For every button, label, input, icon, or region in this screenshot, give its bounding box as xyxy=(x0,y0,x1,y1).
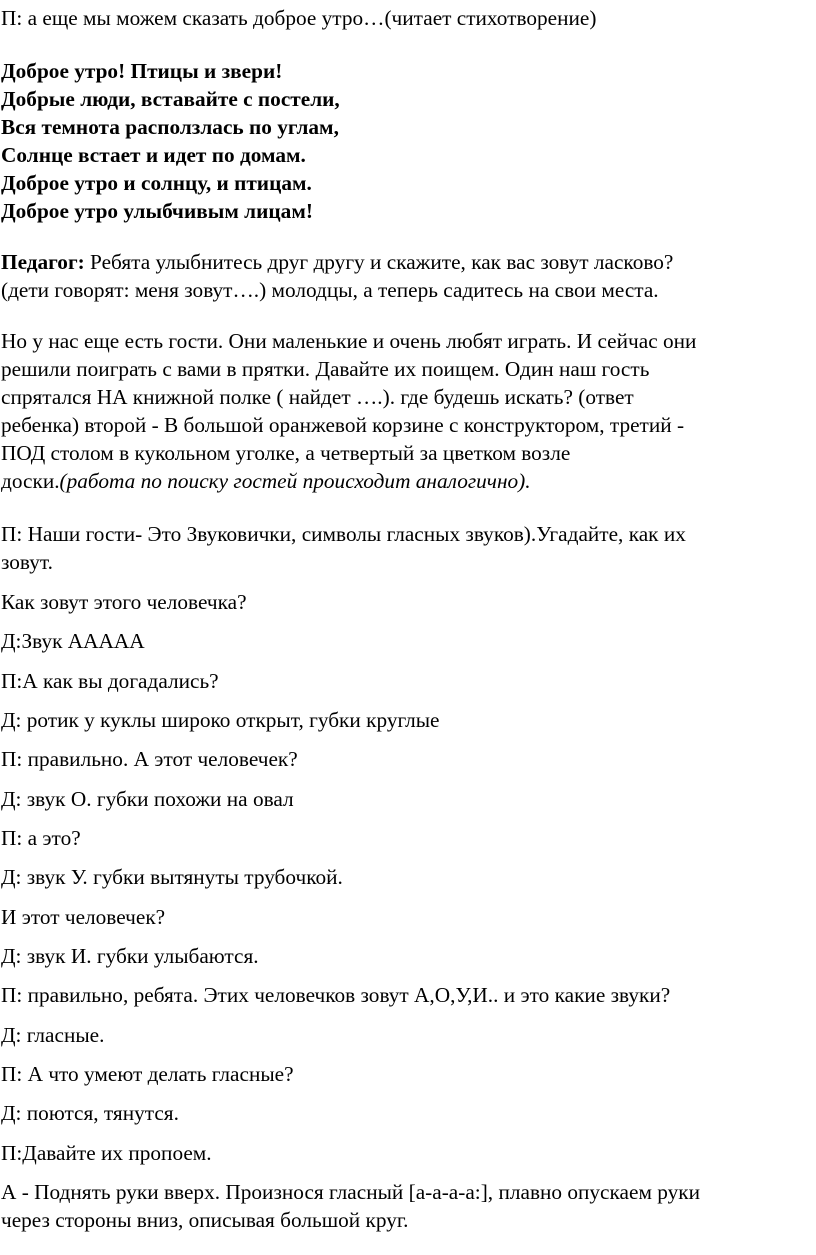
guests-line xyxy=(1,467,531,495)
guests-line: спрятался НА книжной полке ( найдет ….). где будешь искать? (ответ xyxy=(1,385,634,409)
dialogue-line: П:Давайте их пропоем. xyxy=(1,1141,212,1165)
dialogue-line: Д: поются, тянутся. xyxy=(1,1101,179,1125)
teacher-label: Педагог: xyxy=(1,250,85,274)
poem-line: Доброе утро! Птицы и звери! xyxy=(1,59,283,83)
dialogue-line: Д: звук У. губки вытянуты трубочкой. xyxy=(1,865,343,889)
dialogue-line: Д: гласные. xyxy=(1,1023,105,1047)
poem-line: Доброе утро и солнцу, и птицам. xyxy=(1,171,312,195)
intro-line: П: а еще мы можем сказать доброе утро…(читает стихотворение) xyxy=(1,6,597,30)
guests-text: доски. xyxy=(1,469,60,493)
teacher-line xyxy=(1,248,673,276)
dialogue-line: П:А как вы догадались? xyxy=(1,669,219,693)
guests-italic-note: (работа по поиску гостей происходит аналогично). xyxy=(59,469,531,493)
dialogue-line: П: правильно, ребята. Этих человечков зовут А,О,У,И.. и это какие звуки? xyxy=(1,983,671,1007)
dialogue-line: Д:Звук ААААА xyxy=(1,629,145,653)
exercise-line: через стороны вниз, описывая большой круг. xyxy=(1,1208,409,1232)
teacher-text: Ребята улыбнитесь друг другу и скажите, как вас зовут ласково? xyxy=(84,250,674,274)
guests-line: ПОД столом в кукольном уголке, а четвертый за цветком возле xyxy=(1,441,571,465)
dialogue-line: Д: звук О. губки похожи на овал xyxy=(1,787,294,811)
exercise-line: А - Поднять руки вверх. Произнося гласный [а-а-а-а:], плавно опускаем руки xyxy=(1,1180,701,1204)
dialogue-line: Как зовут этого человечка? xyxy=(1,590,247,614)
dialogue-line: Д: ротик у куклы широко открыт, губки круглые xyxy=(1,708,440,732)
teacher-line: (дети говорят: меня зовут….) молодцы, а теперь садитесь на свои места. xyxy=(1,278,659,302)
dialogue-line: П: правильно. А этот человечек? xyxy=(1,747,298,771)
poem-line: Добрые люди, вставайте с постели, xyxy=(1,87,340,111)
guests-line: ребенка) второй - В большой оранжевой корзине с конструктором, третий - xyxy=(1,413,685,437)
dialogue-line: И этот человечек? xyxy=(1,905,166,929)
guests-line: Но у нас еще есть гости. Они маленькие и очень любят играть. И сейчас они xyxy=(1,329,697,353)
dialogue-line: Д: звук И. губки улыбаются. xyxy=(1,944,259,968)
dialogue-line: П: а это? xyxy=(1,826,81,850)
poem-line: Вся темнота расползлась по углам, xyxy=(1,115,339,139)
names-line: зовут. xyxy=(1,550,53,574)
poem-line: Доброе утро улыбчивым лицам! xyxy=(1,199,313,223)
dialogue-line: П: А что умеют делать гласные? xyxy=(1,1062,294,1086)
names-line: П: Наши гости- Это Звуковички, символы гласных звуков).Угадайте, как их xyxy=(1,522,686,546)
poem-line: Солнце встает и идет по домам. xyxy=(1,143,306,167)
guests-line: решили поиграть с вами в прятки. Давайте их поищем. Один наш гость xyxy=(1,357,650,381)
